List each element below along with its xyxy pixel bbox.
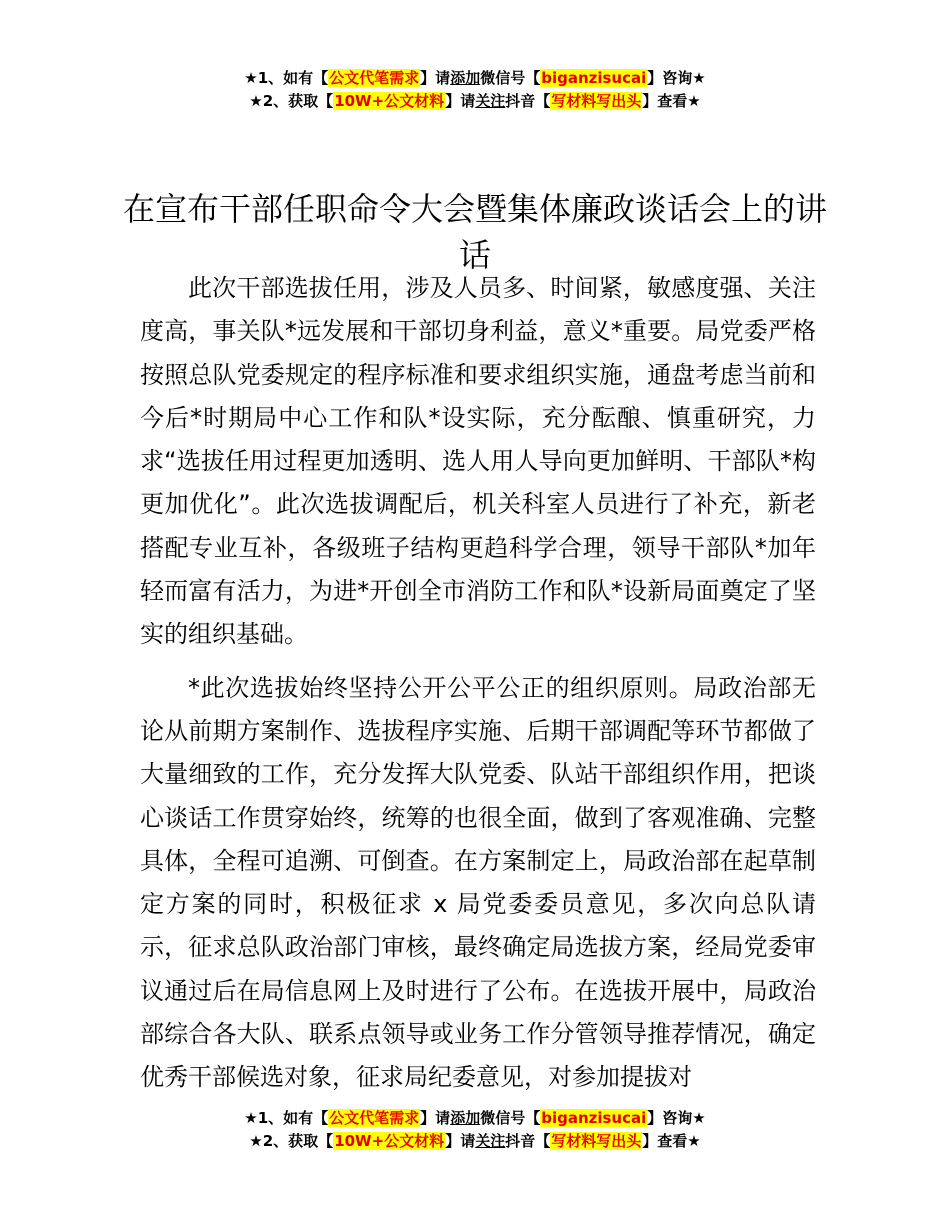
banner-highlight: biganzisucai <box>541 69 647 87</box>
paragraph: 此次干部选拔任用，涉及人员多、时间紧，敏感度强、关注度高，事关队*远发展和干部切身利益，意义*重要。局党委严格按照总队党委规定的程序标准和要求组织实施，通盘考虑当前和今后*时期局中心工作和队*设实际，充分酝酿、慎重研究，力求“选拔任用过程更加透明、选人用人导向更加鲜明、干部队*构更加优化”。此次选拔调配后，机关科室人员进行了补充，新老搭配专业互补，各级班子结构更趋科学合理，领导干部队*加年轻而富有活力，为进*开创全市消防工作和队*设新局面奠定了坚实的组织基础。 <box>140 274 816 649</box>
banner-highlight: 公文代笔需求 <box>329 69 420 87</box>
banner-text: ★2、获取【 <box>249 1132 334 1150</box>
banner-text: 】请 <box>445 92 476 110</box>
paragraph: *此次选拔始终坚持公开公平公正的组织原则。局政治部无论从前期方案制作、选拔程序实施、后期干部调配等环节都做了大量细致的工作，充分发挥大队党委、队站干部组织作用，把谈心谈话工作贯穿始终，统筹的也很全面，做到了客观准确、完整具体，全程可追溯、可倒查。在方案制定上，局政治部在起草制定方案的同时，积极征求 x 局党委委员意见，多次向总队请示，征求总队政治部门审核，最终确定局选拔方案，经局党委审议通过后在局信息网上及时进行了公布。在选拔开展中，局政治部综合各大队、联系点领导或业务工作分管领导推荐情况，确定优秀干部候选对象，征求局纪委意见，对参加提拔对 <box>140 673 816 1092</box>
banner-text: 】咨询★ <box>647 69 706 87</box>
banner-text: 微信号【 <box>480 69 541 87</box>
banner-text: ★1、如有【 <box>244 1109 329 1127</box>
banner-highlight: 公文代笔需求 <box>329 1109 420 1127</box>
banner-text: 抖音【 <box>505 92 551 110</box>
banner-underline: 添加 <box>450 69 481 87</box>
banner-text: 抖音【 <box>505 1132 551 1150</box>
banner-text: 】请 <box>420 69 451 87</box>
banner-highlight: 10W+公文材料 <box>334 1132 445 1150</box>
banner-underline: 关注 <box>475 1132 506 1150</box>
banner-highlight: 写材料写出头 <box>551 1132 642 1150</box>
banner-highlight: biganzisucai <box>541 1109 647 1127</box>
banner-line-1 <box>0 1107 950 1130</box>
banner-text: 】查看★ <box>642 92 701 110</box>
banner-line-1 <box>0 67 950 90</box>
banner-underline: 关注 <box>475 92 506 110</box>
banner-text: ★1、如有【 <box>244 69 329 87</box>
banner-text: 】请 <box>420 1109 451 1127</box>
document-title: 在宣布干部任职命令大会暨集体廉政谈话会上的讲话 <box>122 190 827 275</box>
banner-text: 】咨询★ <box>647 1109 706 1127</box>
banner-text: 】查看★ <box>642 1132 701 1150</box>
banner-line-2 <box>0 1130 950 1153</box>
banner-highlight: 写材料写出头 <box>551 92 642 110</box>
banner-text: ★2、获取【 <box>249 92 334 110</box>
header-banner <box>0 67 950 113</box>
document-body <box>140 267 816 1100</box>
banner-highlight: 10W+公文材料 <box>334 92 445 110</box>
banner-text: 】请 <box>445 1132 476 1150</box>
banner-text: 微信号【 <box>480 1109 541 1127</box>
footer-banner <box>0 1107 950 1153</box>
banner-underline: 添加 <box>450 1109 481 1127</box>
banner-line-2 <box>0 90 950 113</box>
